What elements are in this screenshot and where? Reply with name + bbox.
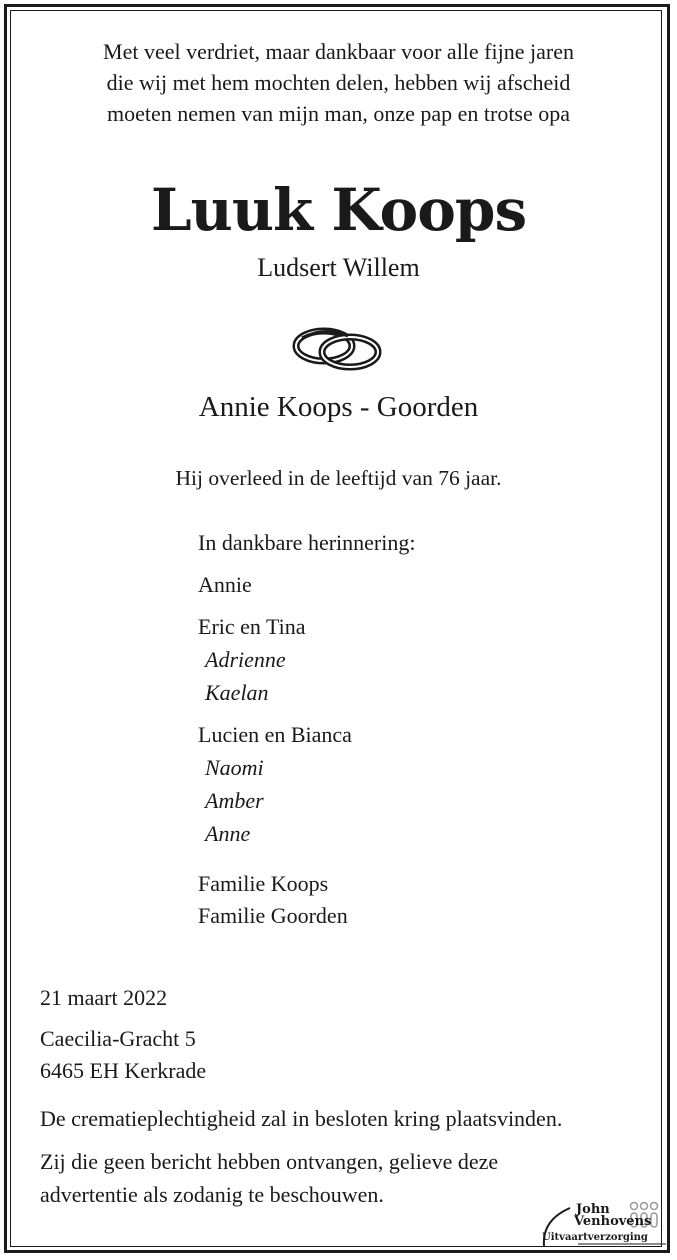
notice-line: advertentie als zodanig te beschouwen.: [40, 1182, 384, 1207]
notice-line: Zij die geen bericht hebben ontvangen, gelieve deze: [40, 1149, 499, 1174]
spouse-name: Annie: [198, 572, 252, 597]
family2-child: Naomi: [205, 755, 264, 780]
intro-line-1: Met veel verdriet, maar dankbaar voor alle fijne jaren: [103, 39, 574, 64]
intro-line-3: moeten nemen van mijn man, onze pap en trotse opa: [106, 101, 571, 126]
deceased-name: Luuk Koops: [150, 176, 527, 244]
age-line: Hij overleed in de leeftijd van 76 jaar.: [175, 466, 502, 490]
logo-line-1: John: [576, 1202, 610, 1217]
wedding-rings-icon: [290, 318, 386, 378]
family2-parents: Lucien en Bianca: [198, 722, 352, 747]
remembrance-heading: In dankbare herinnering:: [198, 530, 416, 555]
funeral-director-logo: [538, 1198, 670, 1252]
partner-name: Annie Koops - Goorden: [198, 391, 479, 423]
intro-line-2: die wij met hem mochten delen, hebben wij afscheid: [106, 70, 571, 95]
notice-line: De crematieplechtigheid zal in besloten kring plaatsvinden.: [40, 1106, 563, 1131]
address-city: 6465 EH Kerkrade: [40, 1058, 207, 1083]
family1-child: Kaelan: [205, 680, 269, 705]
family2-child: Amber: [205, 788, 264, 813]
relatives-line: Familie Koops: [198, 871, 329, 896]
relatives-line: Familie Goorden: [198, 903, 348, 928]
family1-parents: Eric en Tina: [198, 614, 306, 639]
address-street: Caecilia-Gracht 5: [40, 1026, 196, 1051]
family1-child: Adrienne: [205, 647, 286, 672]
logo-line-2: Venhovens: [574, 1214, 652, 1229]
given-names: Ludsert Willem: [257, 253, 420, 282]
logo-line-3: Uitvaartverzorging: [542, 1232, 648, 1243]
date: 21 maart 2022: [40, 985, 168, 1010]
family2-child: Anne: [205, 821, 251, 846]
